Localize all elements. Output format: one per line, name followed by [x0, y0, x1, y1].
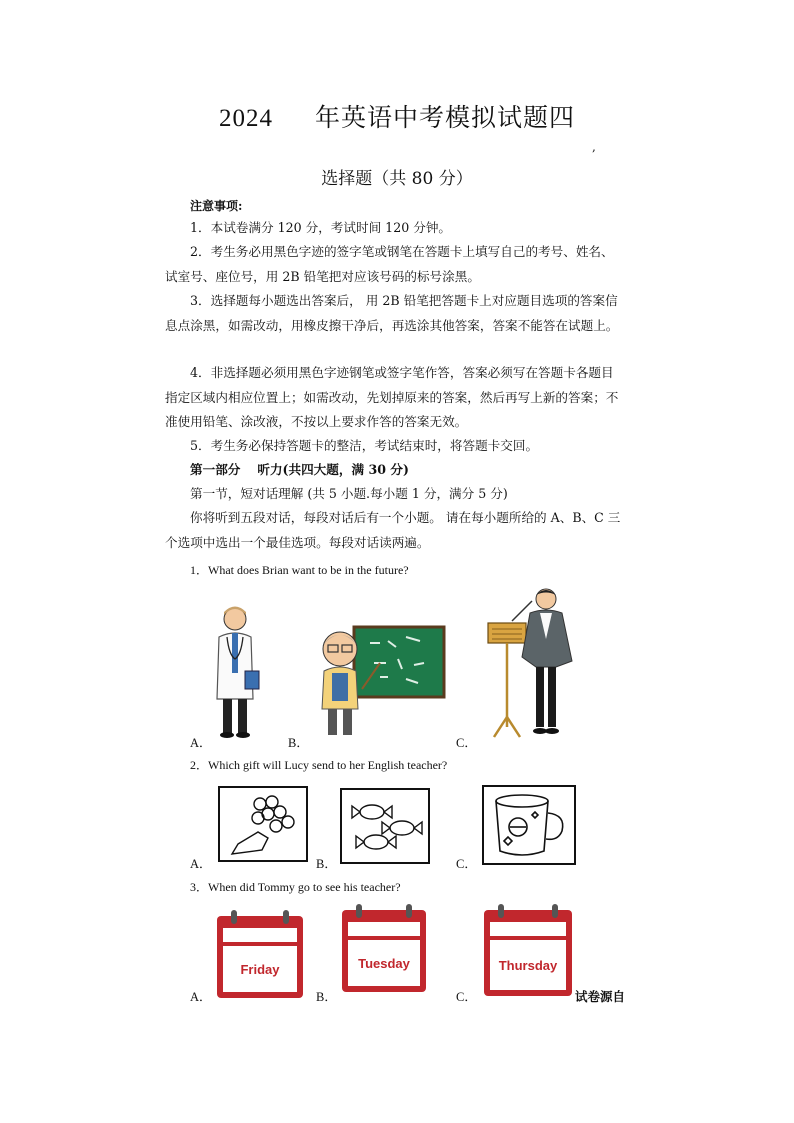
- teacher-picture: [310, 623, 446, 739]
- stray-comma: ,: [592, 140, 596, 154]
- conductor-picture: [484, 587, 580, 739]
- q1-option-c: C．: [456, 736, 477, 750]
- calendar-thursday: [482, 904, 574, 998]
- q1-option-b: B．: [288, 736, 309, 750]
- note-item-1: 1．本试卷满分 120 分，考试时间 120 分钟。: [190, 220, 452, 235]
- note-item-5: 5．考生务必保持答题卡的整洁，考试结束时，将答题卡交回。: [190, 438, 539, 453]
- part1-title: 第一部分 听力(共四大题，满 30 分): [190, 462, 409, 477]
- note-item-2: 2．考生务必用黑色字迹的签字笔或钢笔在答题卡上填写自己的考号、姓名、试室号、座位号，用 2B 铅笔把对应该号码的标号涂黑。: [165, 244, 614, 284]
- question-2: 2．Which gift will Lucy send to her English teacher?: [190, 758, 448, 772]
- exam-year: 2024: [218, 105, 273, 132]
- candies-picture: [340, 788, 430, 864]
- note-item-3: 3．选择题每小题选出答案后， 用 2B 铅笔把答题卡上对应题目选项的答案信息点涂黑，如需改动，用橡皮擦干净后，再选涂其他答案，答案不能答在试题上。: [165, 293, 619, 333]
- section-subtitle: 选择题（共 80 分）: [321, 169, 473, 189]
- q2-option-b: B．: [316, 857, 337, 871]
- calendar-label-tuesday: Tuesday: [358, 956, 410, 971]
- q3-option-c: C．: [456, 990, 477, 1004]
- exam-title: 年英语中考模拟试题四: [314, 103, 575, 132]
- cup-picture: [482, 785, 576, 865]
- q2-option-c: C．: [456, 857, 477, 871]
- notes-heading: 注意事项:: [190, 199, 243, 213]
- source-tag: 试卷源自: [575, 989, 626, 1004]
- page-title: [0, 98, 794, 134]
- calendar-label-thursday: Thursday: [498, 958, 558, 973]
- calendar-friday: [215, 910, 305, 1000]
- calendar-tuesday: [340, 904, 428, 994]
- question-1: 1．What does Brian want to be in the future?: [190, 563, 409, 577]
- part1-instructions: 你将听到五段对话，每段对话后有一个小题。 请在每小题所给的 A、B、C 三个选项中选出一个最佳选项。每段对话读两遍。: [165, 510, 621, 550]
- question-3: 3．When did Tommy go to see his teacher?: [190, 880, 401, 894]
- q2-option-a: A．: [190, 857, 212, 871]
- q3-option-b: B．: [316, 990, 337, 1004]
- calendar-label-friday: Friday: [240, 962, 280, 977]
- q1-option-a: A．: [190, 736, 212, 750]
- note-item-4: 4．非选择题必须用黑色字迹钢笔或签字笔作答，答案必须写在答题卡各题目指定区域内相应位置上；如需改动，先划掉原来的答案，然后再写上新的答案；不准使用铅笔、涂改液，不按以上要求作答的答案无效。: [165, 365, 619, 429]
- doctor-picture: [205, 603, 265, 739]
- flowers-picture: [218, 786, 308, 862]
- section1-title: 第一节，短对话理解 (共 5 小题.每小题 1 分，满分 5 分): [190, 486, 508, 501]
- q3-option-a: A．: [190, 990, 212, 1004]
